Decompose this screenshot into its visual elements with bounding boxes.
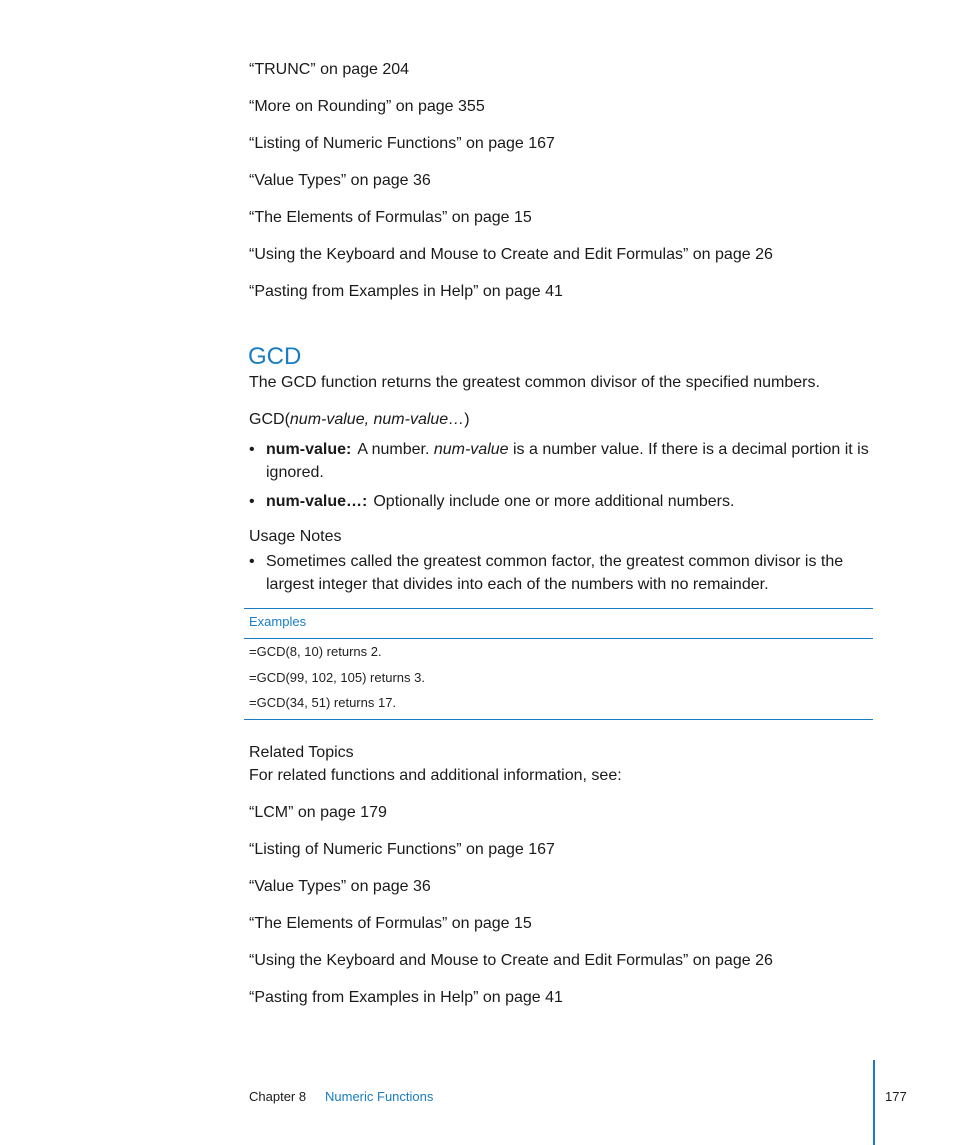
argument-term: num-value…: <box>266 493 368 510</box>
top-ref-link[interactable]: “TRUNC” on page 204 <box>249 61 410 78</box>
syntax-arguments: num-value, num-value… <box>289 411 465 428</box>
argument-item <box>249 438 869 484</box>
related-topics-heading: Related Topics <box>249 744 354 761</box>
argument-term: num-value: <box>266 441 352 458</box>
examples-bottom-rule <box>244 719 873 720</box>
related-ref-link[interactable]: “Pasting from Examples in Help” on page 41 <box>249 989 563 1006</box>
example-row: =GCD(34, 51) returns 17. <box>249 695 397 710</box>
argument-desc-italic: num-value <box>433 441 509 458</box>
related-ref-link[interactable]: “The Elements of Formulas” on page 15 <box>249 915 532 932</box>
usage-note-text: Sometimes called the greatest common factor, the greatest common divisor is the largest integer that divides into each of the numbers with no remainder. <box>266 553 844 593</box>
related-intro: For related functions and additional information, see: <box>249 767 622 784</box>
argument-text <box>266 438 869 484</box>
footer-divider <box>873 1060 875 1145</box>
top-ref-link[interactable]: “Listing of Numeric Functions” on page 167 <box>249 135 555 152</box>
usage-note-item <box>249 550 869 596</box>
top-ref-link[interactable]: “The Elements of Formulas” on page 15 <box>249 209 532 226</box>
example-row: =GCD(99, 102, 105) returns 3. <box>249 670 425 685</box>
section-title: GCD <box>248 343 302 370</box>
argument-desc-pre: Optionally include one or more additional numbers. <box>373 493 735 510</box>
examples-header-rule <box>244 638 873 639</box>
bullet-marker: • <box>249 441 255 458</box>
page-number: 177 <box>885 1089 907 1104</box>
syntax-open-paren: ( <box>284 411 290 428</box>
argument-desc-pre: A number. <box>357 441 434 458</box>
footer-chapter-label: Chapter 8 <box>249 1089 307 1104</box>
footer-chapter-title: Numeric Functions <box>325 1089 434 1104</box>
argument-text <box>266 490 869 513</box>
top-ref-link[interactable]: “Value Types” on page 36 <box>249 172 431 189</box>
related-ref-link[interactable]: “Value Types” on page 36 <box>249 878 431 895</box>
top-ref-link[interactable]: “More on Rounding” on page 355 <box>249 98 485 115</box>
examples-top-rule <box>244 608 873 609</box>
bullet-marker: • <box>249 493 255 510</box>
examples-heading: Examples <box>249 614 307 629</box>
related-ref-link[interactable]: “Listing of Numeric Functions” on page 167 <box>249 841 555 858</box>
argument-item <box>249 490 869 513</box>
syntax-function-name: GCD <box>249 411 285 428</box>
related-ref-link[interactable]: “Using the Keyboard and Mouse to Create and Edit Formulas” on page 26 <box>249 952 773 969</box>
syntax-close-paren: ) <box>464 411 470 428</box>
section-description: The GCD function returns the greatest common divisor of the specified numbers. <box>249 374 820 391</box>
example-row: =GCD(8, 10) returns 2. <box>249 644 382 659</box>
bullet-marker: • <box>249 553 255 570</box>
top-ref-link[interactable]: “Pasting from Examples in Help” on page 41 <box>249 283 563 300</box>
related-ref-link[interactable]: “LCM” on page 179 <box>249 804 387 821</box>
argument-desc-post: is a number value. If there is a decimal portion it is ignored. <box>266 441 869 481</box>
top-ref-link[interactable]: “Using the Keyboard and Mouse to Create and Edit Formulas” on page 26 <box>249 246 773 263</box>
function-syntax <box>249 408 470 431</box>
usage-notes-heading: Usage Notes <box>249 528 342 545</box>
